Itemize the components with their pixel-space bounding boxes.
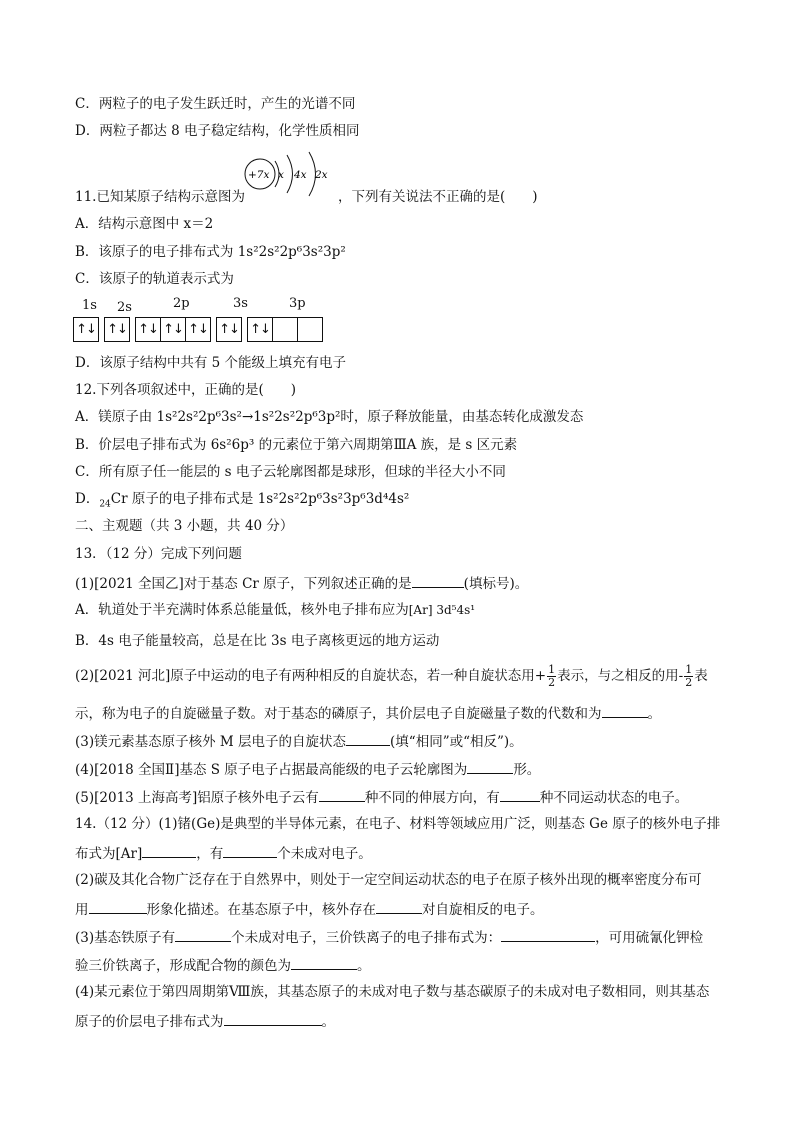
atomic-structure-diagram bbox=[243, 150, 338, 205]
shell-3-count: 2x bbox=[315, 169, 328, 181]
orbital-box-2p-2: ↑↓ bbox=[160, 317, 186, 342]
q11-stem-suffix: ，下列有关说法不正确的是( ) bbox=[338, 189, 538, 205]
q11-option-b: B．该原子的电子排布式为 1s²2s²2p⁶3s²3p² bbox=[75, 244, 346, 260]
q13-part1 bbox=[75, 573, 528, 593]
answer-blank[interactable] bbox=[224, 1011, 322, 1026]
answer-blank[interactable] bbox=[346, 731, 390, 746]
answer-blank[interactable] bbox=[500, 787, 540, 802]
orbital-box-1s: ↑↓ bbox=[73, 317, 99, 342]
answer-blank[interactable] bbox=[501, 927, 595, 942]
q13-part2-line2-text: 示，称为电子的自旋磁量子数。对于基态的磷原子，其价层电子自旋磁量子数的代数和为 bbox=[75, 706, 602, 722]
orbital-label-1s: 1s bbox=[82, 298, 97, 313]
answer-blank[interactable] bbox=[319, 787, 365, 802]
q12-option-a: A．镁原子由 1s²2s²2p⁶3s²→1s²2s²2p⁶3p²时，原子释放能量，由基态转化成激发态 bbox=[75, 409, 584, 425]
fraction-half-negative: $\frac{1}{2}$ bbox=[685, 663, 693, 689]
q13-part4: (4)[2018 全国Ⅱ]基态 S 原子电子占据最高能级的电子云轮廓图为 形。 bbox=[75, 759, 540, 779]
shell-1-count: x bbox=[278, 169, 284, 181]
answer-blank[interactable] bbox=[142, 843, 196, 858]
q10-option-d: D．两粒子都达 8 电子稳定结构，化学性质相同 bbox=[75, 123, 360, 139]
q12-option-d-prefix: D． bbox=[75, 491, 100, 507]
answer-blank[interactable] bbox=[467, 759, 513, 774]
answer-blank[interactable] bbox=[175, 927, 231, 942]
q11-option-c: C．该原子的轨道表示式为 bbox=[75, 271, 234, 287]
q14-line8: 原子的价层电子排布式为 。 bbox=[75, 1011, 335, 1031]
atomic-number: 24 bbox=[99, 499, 111, 510]
nucleus-charge: +7x bbox=[248, 169, 270, 181]
q14-line6: 验三价铁离子，形成配合物的颜色为 。 bbox=[75, 955, 371, 975]
q12-option-b: B．价层电子排布式为 6s²6p³ 的元素位于第六周期第ⅢA 族，是 s 区元素 bbox=[75, 437, 518, 453]
q13-part1-text: (1)[2021 全国乙]对于基态 Cr 原子，下列叙述正确的是 bbox=[75, 576, 412, 592]
q14-line5: (3)基态铁原子有 个未成对电子，三价铁离子的电子排布式为： ，可用硫氰化钾检 bbox=[75, 927, 703, 947]
q13-part2-suffix: 表 bbox=[694, 668, 708, 684]
answer-blank[interactable] bbox=[291, 955, 357, 970]
orbital-box-3p-1: ↑↓ bbox=[247, 317, 273, 342]
q12-option-d bbox=[75, 490, 409, 508]
answer-blank[interactable] bbox=[376, 899, 422, 914]
q10-option-c: C．两粒子的电子发生跃迁时，产生的光谱不同 bbox=[75, 96, 356, 112]
q14-line1: 14.（12 分）(1)锗(Ge)是典型的半导体元素，在电子、材料等领域应用广泛，则基态 Ge 原子的核外电子排 bbox=[75, 816, 721, 832]
q13-part1-option-a bbox=[75, 601, 475, 619]
q11-option-a: A．结构示意图中 x＝2 bbox=[75, 216, 214, 232]
q13-part1-option-b: B．4s 电子能量较高，总是在比 3s 电子离核更远的地方运动 bbox=[75, 633, 440, 649]
orbital-label-3s: 3s bbox=[233, 296, 248, 311]
orbital-box-2p-1: ↑↓ bbox=[135, 317, 161, 342]
q14-line2: 布式为[Ar] ，有 个未成对电子。 bbox=[75, 843, 372, 863]
orbital-label-3p: 3p bbox=[289, 296, 306, 311]
answer-blank[interactable] bbox=[223, 843, 277, 858]
q14-line7: (4)某元素位于第四周期第Ⅷ族，其基态原子的未成对电子数与基态碳原子的未成对电子数相同，则其基态 bbox=[75, 984, 710, 1000]
fraction-half-positive: $\frac{1}{2}$ bbox=[548, 663, 556, 689]
section-title: 二、主观题（共 3 小题，共 40 分） bbox=[75, 518, 294, 534]
q13-part1-suffix: (填标号)。 bbox=[463, 576, 529, 592]
orbital-box-2s: ↑↓ bbox=[104, 317, 130, 342]
orbital-box-3s: ↑↓ bbox=[216, 317, 242, 342]
q13-part3: (3)镁元素基态原子核外 M 层电子的自旋状态 (填“相同”或“相反”)。 bbox=[75, 731, 523, 751]
q12-option-c: C．所有原子任一能层的 s 电子云轮廓图都是球形，但球的半径大小不同 bbox=[75, 464, 506, 480]
q13-part2-line1 bbox=[75, 664, 708, 689]
q12-option-d-text: Cr 原子的电子排布式是 1s²2s²2p⁶3s²3p⁶3d⁴4s² bbox=[110, 491, 410, 507]
q13-stem: 13．（12 分）完成下列问题 bbox=[75, 546, 242, 562]
electron-config-formula: [Ar] 3d⁵4s¹ bbox=[408, 603, 476, 617]
orbital-label-2p: 2p bbox=[173, 296, 190, 311]
answer-blank[interactable] bbox=[602, 703, 648, 718]
orbital-label-2s: 2s bbox=[117, 300, 132, 315]
q13-part4-text: (4)[2018 全国Ⅱ]基态 S 原子电子占据最高能级的电子云轮廓图为 bbox=[75, 762, 468, 778]
q12-stem: 12.下列各项叙述中，正确的是( ) bbox=[75, 382, 297, 398]
orbital-diagram bbox=[74, 317, 323, 342]
q14-line3: (2)碳及其化合物广泛存在于自然界中，则处于一定空间运动状态的电子在原子核外出现的概率密度分布可 bbox=[75, 872, 702, 888]
q11-stem-prefix: 11.已知某原子结构示意图为 bbox=[75, 189, 245, 205]
q13-part2-text: (2)[2021 河北]原子中运动的电子有两种相反的自旋状态，若一种自旋状态用+ bbox=[75, 668, 547, 684]
answer-blank[interactable] bbox=[412, 573, 464, 588]
q13-part2-mid: 表示，与之相反的用- bbox=[557, 668, 684, 684]
q13-part3-text: (3)镁元素基态原子核外 M 层电子的自旋状态 bbox=[75, 734, 347, 750]
orbital-box-3p-3 bbox=[297, 317, 323, 342]
q13-part1-option-a-text: A．轨道处于半充满时体系总能量低，核外电子排布应为 bbox=[75, 602, 409, 618]
q14-line4: 用 形象化描述。在基态原子中，核外存在 对自旋相反的电子。 bbox=[75, 899, 544, 919]
q13-part5-text: (5)[2013 上海高考]铝原子核外电子云有 bbox=[75, 790, 319, 806]
q13-part2-line2: 示，称为电子的自旋磁量子数。对于基态的磷原子，其价层电子自旋磁量子数的代数和为 。 bbox=[75, 703, 661, 723]
orbital-box-3p-2 bbox=[272, 317, 298, 342]
shell-2-count: 4x bbox=[294, 169, 307, 181]
answer-blank[interactable] bbox=[89, 899, 147, 914]
q13-part5: (5)[2013 上海高考]铝原子核外电子云有 种不同的伸展方向，有 种不同运动状态的电子。 bbox=[75, 787, 688, 807]
q11-option-d: D．该原子结构中共有 5 个能级上填充有电子 bbox=[75, 355, 346, 371]
orbital-box-2p-3: ↑↓ bbox=[185, 317, 211, 342]
